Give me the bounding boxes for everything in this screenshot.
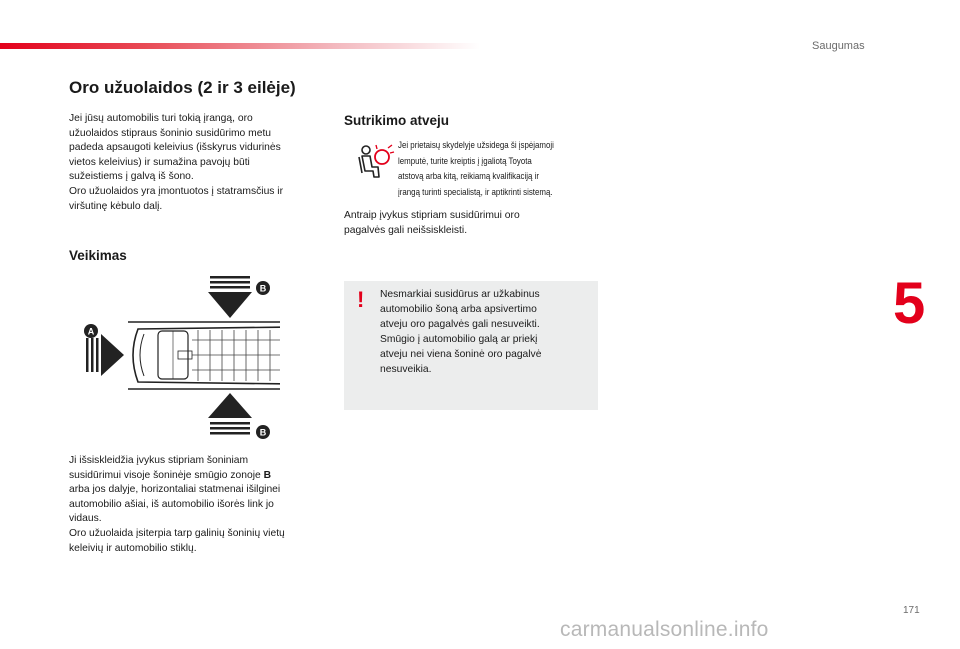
airbag-warning-icon — [355, 143, 395, 181]
impact-zone-diagram — [80, 272, 280, 444]
operation-line: susidūrimui visoje šoninėje smūgio zonoje — [69, 469, 264, 481]
malfunction-paragraph — [344, 209, 604, 238]
intro-paragraph — [69, 112, 331, 214]
chapter-number: 5 — [893, 271, 926, 336]
impact-arrow-top — [208, 276, 252, 318]
operation-heading: Veikimas — [69, 248, 127, 263]
operation-line: automobilio ašiai, iš automobilio išorės link jo — [69, 498, 274, 510]
header-accent-bar — [0, 43, 480, 49]
warning-box — [344, 281, 598, 410]
section-label: Saugumas — [812, 40, 865, 52]
intro-line: užuolaidos stipraus šoninio susidūrimo metu — [69, 127, 272, 139]
zone-letter: B — [263, 469, 272, 481]
label-b-top: B — [259, 283, 267, 294]
intro-line: Jei jūsų automobilis turi tokią įrangą, oro — [69, 113, 253, 124]
label-b-top-badge — [256, 281, 270, 295]
operation-line: arba jos dalyje, horizontaliai statmenai išilginei — [69, 484, 281, 496]
label-a: A — [87, 326, 95, 337]
warning-line: Nesmarkiai susidūrus ar užkabinus — [380, 289, 540, 300]
page-number: 171 — [903, 605, 920, 616]
operation-line: vidaus. — [69, 513, 102, 525]
warning-line: nesuveikia. — [380, 364, 432, 375]
operation-line: Oro užuolaida įsiterpia tarp galinių šoninių vietų — [69, 527, 285, 539]
intro-line: vietos keleivius) ir sumažina pavojų būti — [69, 156, 250, 168]
watermark: carmanualsonline.info — [560, 618, 769, 641]
warning-line: atveju oro pagalvės gali nesuveikti. — [380, 319, 540, 330]
warning-lamp-note — [398, 138, 574, 200]
intro-line: viršutinę kėbulo dalį. — [69, 200, 163, 212]
malfunction-heading: Sutrikimo atveju — [344, 113, 450, 128]
warning-exclamation-icon: ! — [357, 287, 365, 312]
intro-line: padeda apsaugoti keleivius (išskyrus vidurinės — [69, 142, 281, 154]
note-line: Jei prietaisų skydelyje užsidega ši įspėjamoji — [398, 140, 554, 150]
intro-line: sužeistiems į galvą iš šono. — [69, 171, 194, 183]
page-title: Oro užuolaidos (2 ir 3 eilėje) — [69, 78, 296, 97]
note-line: atstovą arba kitą, reikiamą kvalifikaciją ir — [398, 171, 539, 181]
operation-paragraph — [69, 454, 331, 556]
note-line: įrangą turinti specialistą, ir aptikrinti sistemą. — [398, 186, 553, 197]
label-a-badge — [84, 324, 98, 338]
warning-line: Smūgio į automobilio galą ar priekį — [380, 334, 538, 345]
malfunction-line: Antraip įvykus stipriam susidūrimui oro — [344, 210, 520, 221]
van-top-view — [133, 327, 280, 384]
operation-line: Ji išsiskleidžia įvykus stipriam šoniniam — [69, 455, 249, 466]
warning-line: automobilio šoną arba apsivertimo — [380, 304, 537, 315]
impact-arrow-bottom — [208, 393, 252, 435]
warning-text — [380, 287, 590, 377]
malfunction-line: pagalvės gali neišsiskleisti. — [344, 224, 468, 236]
note-line: lemputė, turite kreiptis į įgaliotą Toyota — [398, 155, 532, 166]
warning-line: atveju nei viena šoninė oro pagalvė — [380, 349, 542, 360]
operation-line: keleivių ir automobilio stiklų. — [69, 542, 197, 554]
label-b-bottom: B — [259, 427, 267, 438]
impact-arrow-left — [86, 334, 124, 376]
intro-line: Oro užuolaidos yra įmontuotos į statramsčius ir — [69, 185, 284, 197]
label-b-bottom-badge — [256, 425, 270, 439]
